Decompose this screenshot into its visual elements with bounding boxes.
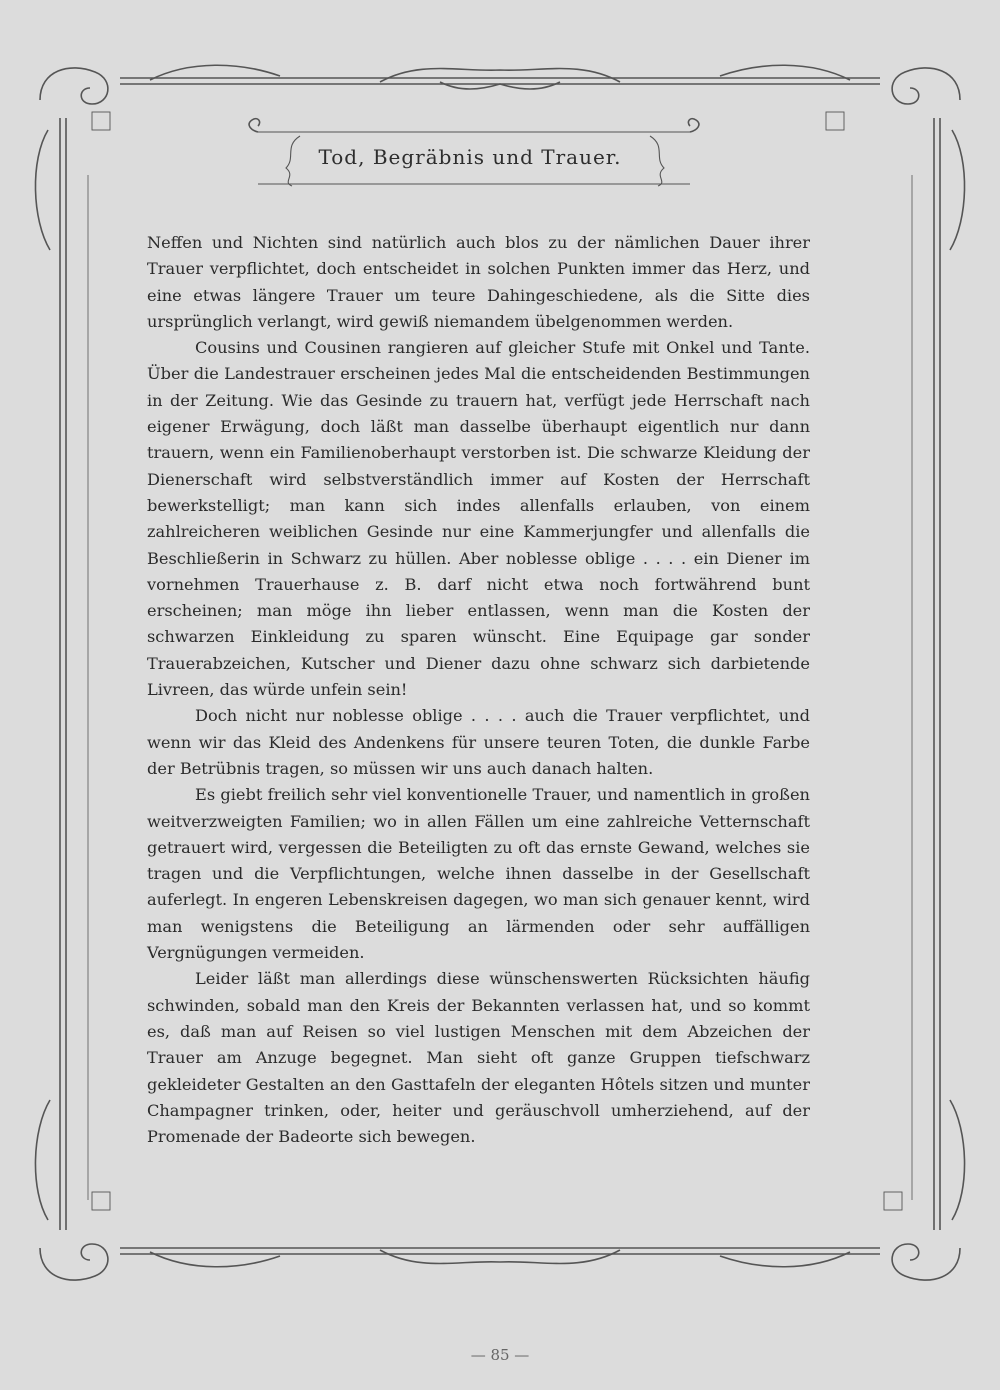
paragraph-1: Neffen und Nichten sind natürlich auch blos zu der nämlichen Dauer ihrer Trauer verpflichtet, doch entscheidet in solchen Punkten immer das Herz, und eine etwas längere Trauer um teure Dahingeschiedene, als die Sitte dies ursprünglich verlangt, wird gewiß niemandem übelgenommen werden. xyxy=(147,233,810,331)
page-header xyxy=(250,128,690,186)
body-text xyxy=(147,230,810,1150)
paragraph-4: Es giebt freilich sehr viel konventionelle Trauer, und namentlich in großen weitverzweigten Familien; wo in allen Fällen um eine zahlreiche Vetternschaft getrauert wird, vergessen die Beteiligten zu oft das ernste Gewand, welches sie tragen und die Verpflichtungen, welche ihnen dasselbe in der Gesellschaft auferlegt. In engeren Lebenskreisen dagegen, wo man sich genauer kennt, wird man wenigstens die Beteiligung an lärmenden oder sehr auffälligen Vergnügungen vermeiden. xyxy=(147,785,810,963)
paragraph-3: Doch nicht nur noblesse oblige . . . . auch die Trauer verpflichtet, und wenn wir das Kleid des Andenkens für unsere teuren Toten, die dunkle Farbe der Betrübnis tragen, so müssen wir uns auch danach halten. xyxy=(147,706,810,778)
chapter-title: Tod, Begräbnis und Trauer. xyxy=(318,145,622,169)
paragraph-2: Cousins und Cousinen rangieren auf gleicher Stufe mit Onkel und Tante. Über die Landestrauer erscheinen jedes Mal die entscheidenden Bestimmungen in der Zeitung. Wie das Gesinde zu trauern hat, verfügt jede Herrschaft nach eigener Erwägung, doch läßt man dasselbe überhaupt eigentlich nur dann trauern, wenn ein Familienoberhaupt verstorben ist. Die schwarze Kleidung der Dienerschaft wird selbstverständlich immer auf Kosten der Herrschaft bewerkstelligt; man kann sich indes allenfalls erlauben, von einem zahlreicheren weiblichen Gesinde nur eine Kammerjungfer und allenfalls die Beschließerin in Schwarz zu hüllen. Aber noblesse oblige . . . . ein Diener im vornehmen Trauerhause z. B. darf nicht etwa noch fortwährend bunt erscheinen; man möge ihn lieber entlassen, wenn man die Kosten der schwarzen Einkleidung zu sparen wünscht. Eine Equipage gar sonder Trauerabzeichen, Kutscher und Diener dazu ohne schwarz sich darbietende Livreen, das würde unfein sein! xyxy=(147,338,810,700)
page-number: — 85 — xyxy=(470,1346,530,1364)
paragraph-5: Leider läßt man allerdings diese wünschenswerten Rücksichten häufig schwinden, sobald man den Kreis der Bekannten verlassen hat, und so kommt es, daß man auf Reisen so viel lustigen Menschen mit dem Abzeichen der Trauer am Anzuge begegnet. Man sieht oft ganze Gruppen tiefschwarz gekleideter Gestalten an den Gasttafeln der eleganten Hôtels sitzen und munter Champagner trinken, oder, heiter und geräuschvoll umherziehend, auf der Promenade der Badeorte sich bewegen. xyxy=(147,969,810,1147)
